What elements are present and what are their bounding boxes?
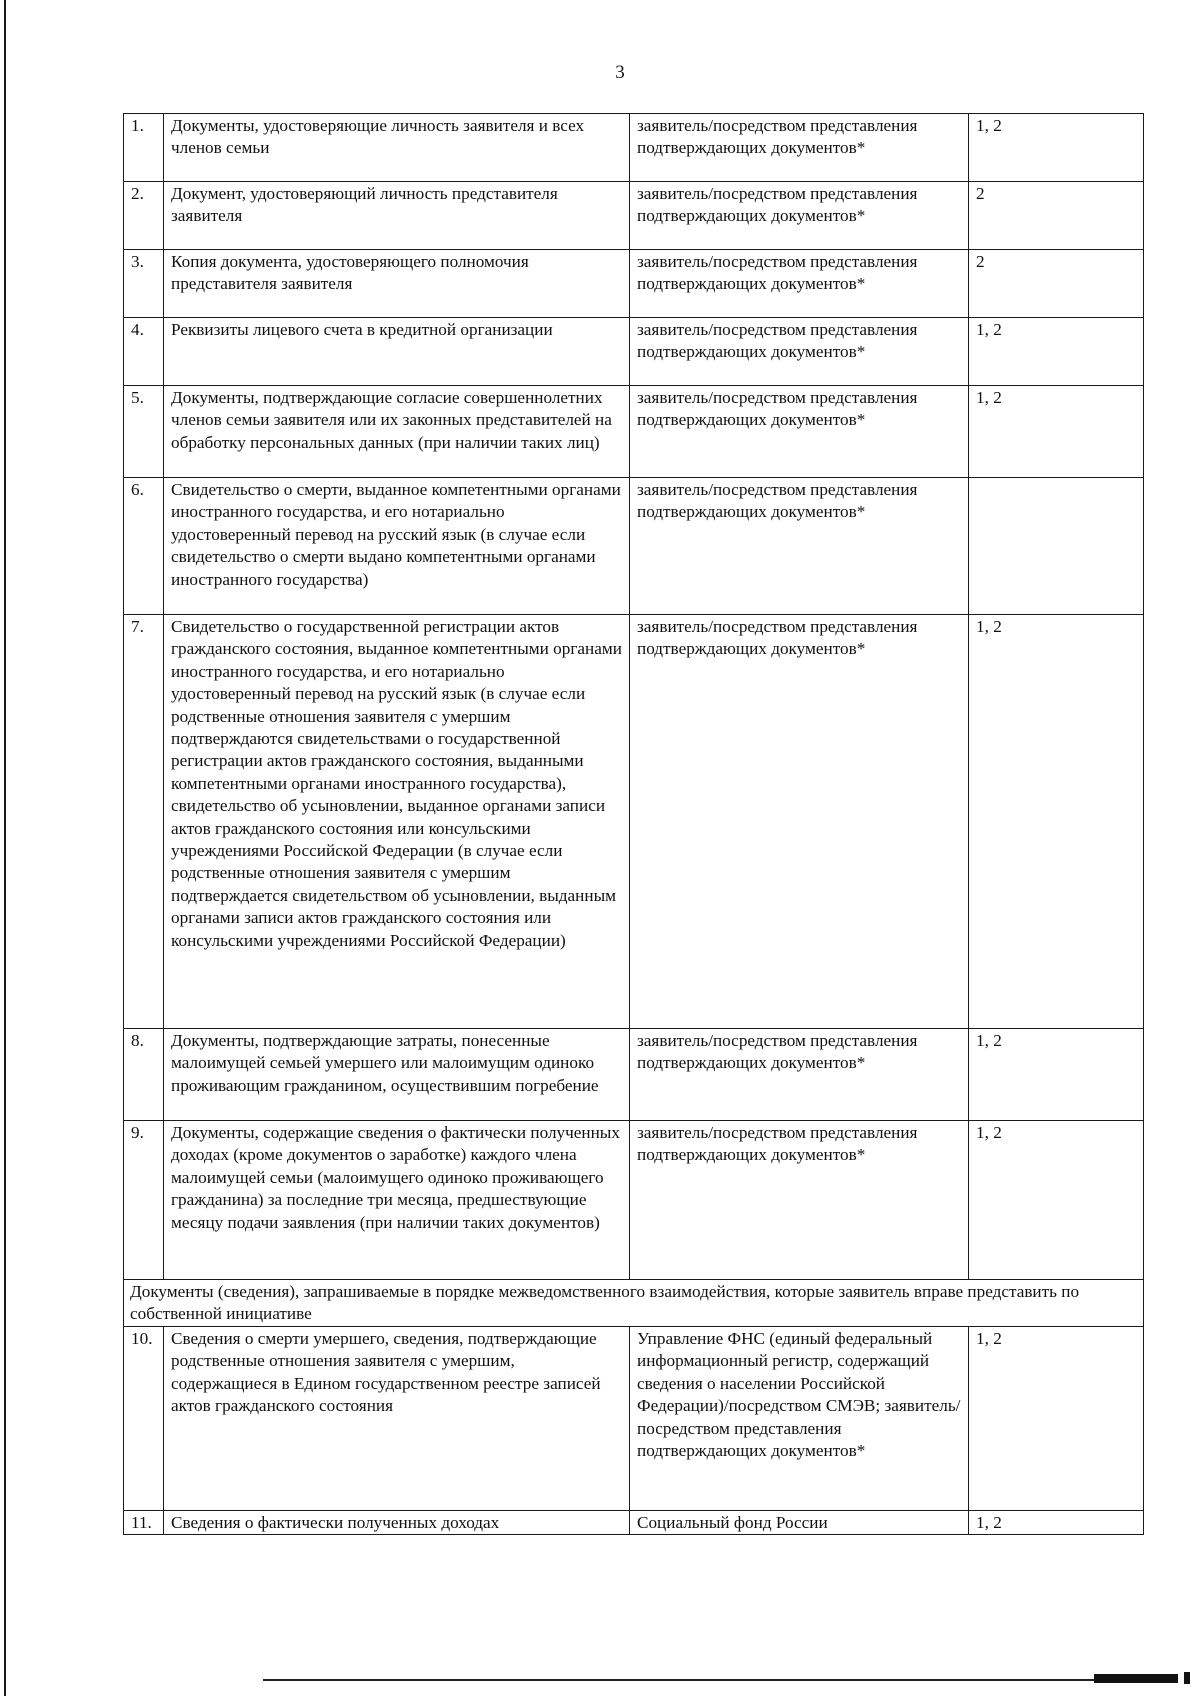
row-code: 1, 2	[969, 1029, 1144, 1121]
document-name: Документ, удостоверяющий личность представителя заявителя	[164, 182, 630, 250]
document-name: Сведения о смерти умершего, сведения, подтверждающие родственные отношения заявителя с умершим, содержащиеся в Едином государственном реестре записей актов гражданского состояния	[164, 1327, 630, 1511]
table-row	[124, 615, 1144, 1029]
table-row	[124, 1121, 1144, 1280]
row-code: 1, 2	[969, 615, 1144, 1029]
section-note: Документы (сведения), запрашиваемые в порядке межведомственного взаимодействия, которые заявитель вправе представить по собственной инициативе	[124, 1280, 1144, 1327]
document-source: заявитель/посредством представления подтверждающих документов*	[630, 318, 969, 386]
row-number: 8.	[124, 1029, 164, 1121]
row-code: 1, 2	[969, 318, 1144, 386]
row-number: 4.	[124, 318, 164, 386]
row-code: 1, 2	[969, 114, 1144, 182]
document-source: Социальный фонд России	[630, 1511, 969, 1535]
row-code: 1, 2	[969, 1327, 1144, 1511]
document-name: Реквизиты лицевого счета в кредитной организации	[164, 318, 630, 386]
table-row	[124, 386, 1144, 478]
footer-rule	[263, 1679, 1168, 1681]
document-source: Управление ФНС (единый федеральный информационный регистр, содержащий сведения о населении Российской Федерации)/посредством СМЭВ; заявитель/посредством представления подтверждающих документов*	[630, 1327, 969, 1511]
row-code: 1, 2	[969, 1511, 1144, 1535]
document-source: заявитель/посредством представления подтверждающих документов*	[630, 1121, 969, 1280]
document-name: Свидетельство о смерти, выданное компетентными органами иностранного государства, и его нотариально удостоверенный перевод на русский язык (в случае если свидетельство о смерти выдано компетентными органами иностранного государства)	[164, 478, 630, 615]
row-code: 1, 2	[969, 386, 1144, 478]
row-number: 5.	[124, 386, 164, 478]
table-row	[124, 114, 1144, 182]
row-code	[969, 478, 1144, 615]
table-row	[124, 1327, 1144, 1511]
row-code: 2	[969, 250, 1144, 318]
table-row	[124, 318, 1144, 386]
row-code: 1, 2	[969, 1121, 1144, 1280]
documents-table	[123, 113, 1144, 1535]
row-code: 2	[969, 182, 1144, 250]
section-row	[124, 1280, 1144, 1327]
row-number: 10.	[124, 1327, 164, 1511]
document-name: Документы, подтверждающие согласие совершеннолетних членов семьи заявителя или их законных представителей на обработку персональных данных (при наличии таких лиц)	[164, 386, 630, 478]
row-number: 3.	[124, 250, 164, 318]
page-number: 3	[615, 62, 625, 83]
table-row	[124, 250, 1144, 318]
row-number: 11.	[124, 1511, 164, 1535]
row-number: 9.	[124, 1121, 164, 1280]
document-name: Копия документа, удостоверяющего полномочия представителя заявителя	[164, 250, 630, 318]
document-name: Свидетельство о государственной регистрации актов гражданского состояния, выданное компетентными органами иностранного государства, и его нотариально удостоверенный перевод на русский язык (в случае если родственные отношения заявителя с умершим подтверждаются свидетельствами о государственной регистрации актов гражданского состояния, выданными компетентными органами иностранного государства), свидетельство об усыновлении, выданное органами записи актов гражданского состояния или консульскими учреждениями Российской Федерации (в случае если родственные отношения заявителя с умершим подтверждается свидетельством об усыновлении, выданным органами записи актов гражданского состояния или консульскими учреждениями Российской Федерации)	[164, 615, 630, 1029]
document-source: заявитель/посредством представления подтверждающих документов*	[630, 615, 969, 1029]
row-number: 6.	[124, 478, 164, 615]
row-number: 7.	[124, 615, 164, 1029]
document-source: заявитель/посредством представления подтверждающих документов*	[630, 386, 969, 478]
document-source: заявитель/посредством представления подтверждающих документов*	[630, 250, 969, 318]
footer-mark	[1184, 1672, 1190, 1684]
footer-bar	[1094, 1674, 1178, 1683]
table-row	[124, 182, 1144, 250]
table-row	[124, 1511, 1144, 1535]
document-name: Документы, содержащие сведения о фактически полученных доходах (кроме документов о заработке) каждого члена малоимущей семьи (малоимущего одиноко проживающего гражданина) за последние три месяца, предшествующие месяцу подачи заявления (при наличии таких документов)	[164, 1121, 630, 1280]
document-name: Документы, подтверждающие затраты, понесенные малоимущей семьей умершего или малоимущим одиноко проживающим гражданином, осуществившим погребение	[164, 1029, 630, 1121]
row-number: 1.	[124, 114, 164, 182]
scan-edge-line	[4, 0, 6, 1696]
document-source: заявитель/посредством представления подтверждающих документов*	[630, 114, 969, 182]
document-source: заявитель/посредством представления подтверждающих документов*	[630, 182, 969, 250]
document-name: Документы, удостоверяющие личность заявителя и всех членов семьи	[164, 114, 630, 182]
document-source: заявитель/посредством представления подтверждающих документов*	[630, 1029, 969, 1121]
row-number: 2.	[124, 182, 164, 250]
table-row	[124, 478, 1144, 615]
document-name: Сведения о фактически полученных доходах	[164, 1511, 630, 1535]
document-source: заявитель/посредством представления подтверждающих документов*	[630, 478, 969, 615]
table-row	[124, 1029, 1144, 1121]
